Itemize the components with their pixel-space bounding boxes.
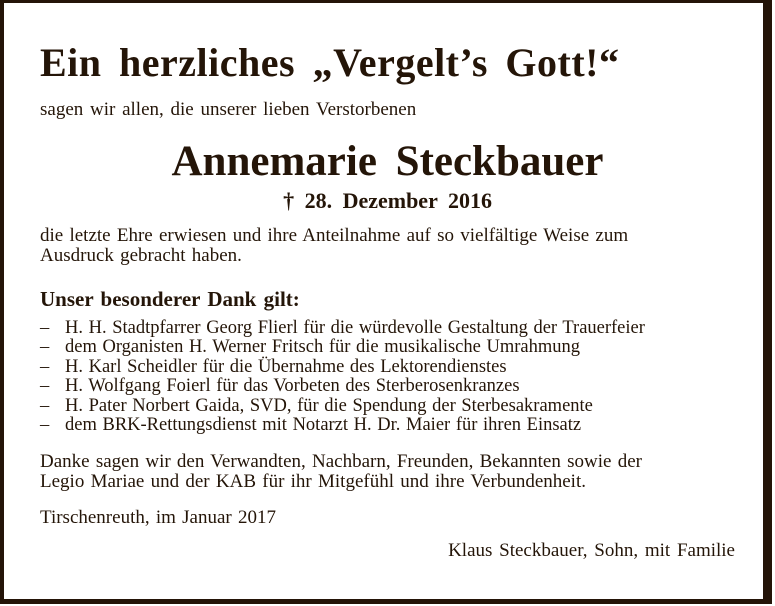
- place-date: Tirschenreuth, im Januar 2017: [40, 506, 276, 528]
- obituary-notice: [4, 39, 763, 606]
- thanks-item: [40, 377, 735, 397]
- thanks-item: [40, 319, 735, 339]
- deceased-name: Annemarie Steckbauer: [171, 137, 604, 185]
- thanks-item-text: H. Karl Scheidler für die Übernahme des Lektorendienstes: [65, 356, 507, 377]
- thanks-item: [40, 397, 735, 417]
- condolence-text: die letzte Ehre erwiesen und ihre Anteilnahme auf so vielfältige Weise zum Ausdruck gebracht haben.: [40, 224, 629, 267]
- dash-bullet: –: [40, 317, 50, 338]
- thanks-list: [40, 319, 735, 436]
- dash-bullet: –: [40, 337, 50, 358]
- thanks-item-text: H. Pater Norbert Gaida, SVD, für die Spendung der Sterbesakramente: [65, 395, 593, 416]
- intro-text: sagen wir allen, die unserer lieben Verstorbenen: [40, 99, 417, 120]
- closing-text: Danke sagen wir den Verwandten, Nachbarn, Freunden, Bekannten sowie der Legio Mariae und der KAB für ihr Mitgefühl und ihre Verbundenheit.: [40, 450, 642, 493]
- thanks-item: [40, 416, 735, 436]
- dash-bullet: –: [40, 395, 50, 416]
- dash-bullet: –: [40, 376, 50, 397]
- thanks-item-text: dem BRK-Rettungsdienst mit Notarzt H. Dr. Maier für ihren Einsatz: [65, 415, 582, 436]
- death-date: † 28. Dezember 2016: [283, 187, 492, 213]
- thanks-heading: Unser besonderer Dank gilt:: [40, 286, 300, 311]
- thanks-item-text: dem Organisten H. Werner Fritsch für die musikalische Umrahmung: [65, 337, 580, 358]
- thanks-item-text: H. Wolfgang Foierl für das Vorbeten des Sterberosenkranzes: [65, 376, 520, 397]
- thanks-item-text: H. H. Stadtpfarrer Georg Flierl für die würdevolle Gestaltung der Trauerfeier: [65, 317, 645, 338]
- dash-bullet: –: [40, 415, 50, 436]
- signature: Klaus Steckbauer, Sohn, mit Familie: [448, 539, 735, 561]
- notice-title: Ein herzliches „Vergelt’s Gott!“: [40, 40, 620, 85]
- dash-bullet: –: [40, 356, 50, 377]
- thanks-item: [40, 358, 735, 378]
- thanks-item: [40, 338, 735, 358]
